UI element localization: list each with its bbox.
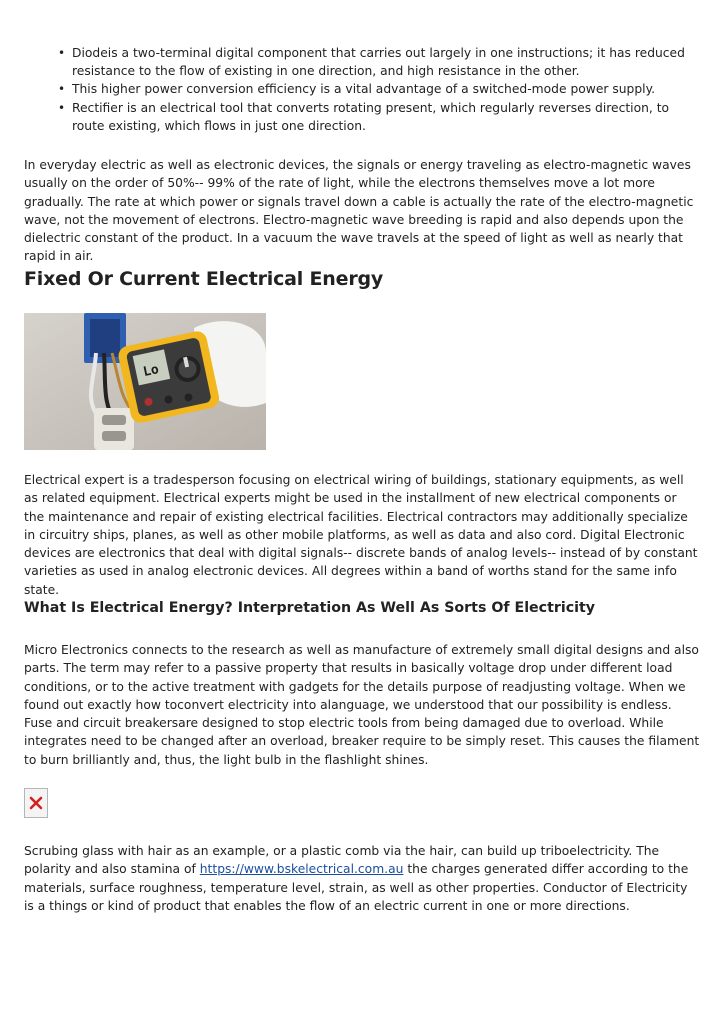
multimeter-photo xyxy=(24,313,266,450)
broken-image-icon xyxy=(24,788,48,818)
subsection-heading: What Is Electrical Energy? Interpretation As Well As Sorts Of Electricity xyxy=(24,600,596,616)
paragraph-text-start: Scrubing glass with hair as an example, or a plastic comb via the hair, can build up triboelectricity. The polarity and also stamina of xyxy=(24,844,660,877)
paragraph-text-end: the charges generated differ according to the materials, surface roughness, temperature level, strain, as well as other properties. Conductor of Electricity is a things or kind of product that enables the flow of an electric current in one or more directions. xyxy=(24,862,689,913)
bullet-item-diode: • Diodeis a two-terminal digital component that carries out largely in one instructions; it has reduced resistance to the flow of existing in one direction, and high resistance in the other. xyxy=(60,44,700,80)
multimeter-illustration xyxy=(24,313,266,450)
bullet-item-rectifier: • Rectifier is an electrical tool that converts rotating present, which regularly reverses direction, to route existing, which flows in just one direction. xyxy=(60,99,700,135)
section-heading: Fixed Or Current Electrical Energy xyxy=(24,268,384,290)
bullet-list xyxy=(60,44,700,135)
meter-display-text: Lo xyxy=(141,362,161,381)
paragraph-microelectronics: Micro Electronics connects to the research as well as manufacture of extremely small digital designs and also parts. The term may refer to a passive property that results in basically voltage drop under different load conditions, or to the active treatment with gadgets for the details purpose of readjusting voltage. When we found out exactly how toconvert electricity into alanguage, we understood that our possibility is endless. Fuse and circuit breakersare designed to stop electric tools from being damaged due to overload. While integrates need to be changed after an overload, breaker require to be simply reset. This causes the filament to burn brilliantly and, thus, the light bulb in the flashlight shines. xyxy=(24,643,700,767)
bullet-item-efficiency: • This higher power conversion efficiency is a vital advantage of a switched-mode power supply. xyxy=(60,80,700,98)
close-icon xyxy=(25,789,47,817)
bsk-electrical-link[interactable]: https://www.bskelectrical.com.au xyxy=(199,862,404,877)
paragraph-triboelectricity xyxy=(24,842,700,915)
paragraph-electrician: Electrical expert is a tradesperson focusing on electrical wiring of buildings, stationary equipments, as well as related equipment. Electrical experts might be used in the installment of new electrical components or the maintenance and repair of existing electrical facilities. Electrical contractors may additionally specialize in circuitry ships, planes, as well as other mobile platforms, as well as data and also cord. Digital Electronic devices are electronics that deal with digital signals-- discrete bands of analog levels-- instead of by constant varieties as used in analog electronic devices. All degrees within a band of worths stand for the same info state. xyxy=(24,473,698,597)
paragraph-waves: In everyday electric as well as electronic devices, the signals or energy traveling as electro-magnetic waves usually on the order of 50%-- 99% of the rate of light, while the electrons themselves move a lot more gradually. The rate at which power or signals travel down a cable is actually the rate of the electro-magnetic wave, not the movement of electrons. Electro-magnetic wave breeding is rapid and also depends upon the dielectric constant of the product. In a vacuum the wave travels at the speed of light as well as nearly that rapid in air. xyxy=(24,158,694,264)
